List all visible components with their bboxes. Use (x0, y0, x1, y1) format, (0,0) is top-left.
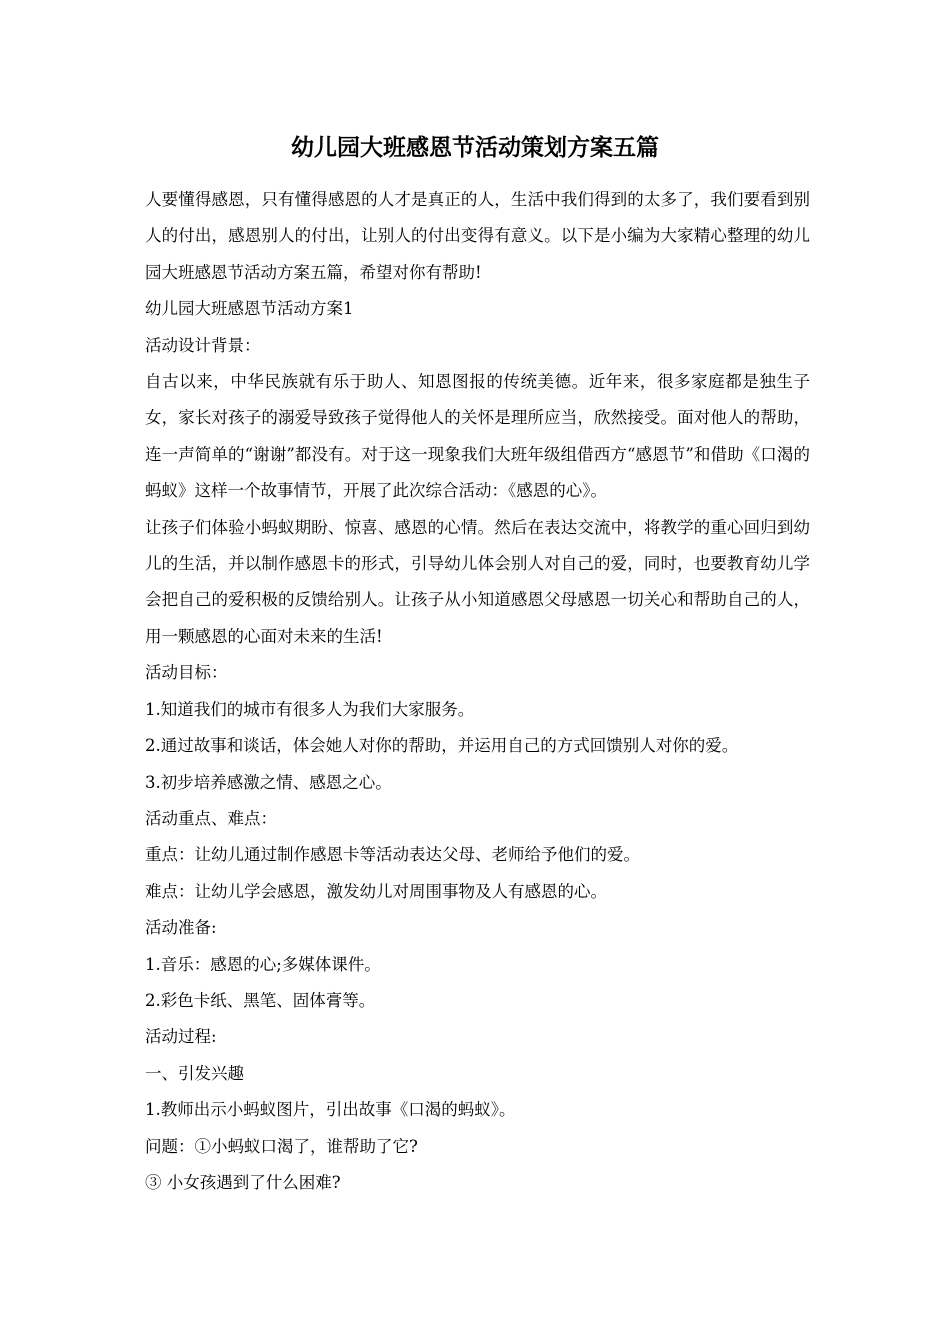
prep-item-2: 2.彩色卡纸、黑笔、固体膏等。 (145, 990, 376, 1010)
goal-item-2: 2.通过故事和谈话，体会她人对你的帮助，并运用自己的方式回馈别人对你的爱。 (145, 736, 739, 756)
keypoint-text: 重点：让幼儿通过制作感恩卡等活动表达父母、老师给予他们的爱。 (145, 845, 640, 865)
step-item-1: 1.教师出示小蚂蚁图片，引出故事《口渴的蚂蚁》。 (145, 1100, 516, 1120)
difficulty-text: 难点：让幼儿学会感恩，激发幼儿对周围事物及人有感恩的心。 (145, 881, 607, 901)
background-paragraph-2: 让孩子们体验小蚂蚁期盼、惊喜、感恩的心情。然后在表达交流中，将教学的重心回归到幼儿的生活，并以制作感恩卡的形式，引导幼儿体会别人对自己的爱，同时，也要教育幼儿学会把自己的爱积极的反馈给别人。让孩子从小知道感恩父母感恩一切关心和帮助自己的人，用一颗感恩的心面对未来的生活! (145, 517, 810, 646)
document-body (145, 182, 810, 1201)
goal-item-1: 1.知道我们的城市有很多人为我们大家服务。 (145, 699, 475, 719)
document-title: 幼儿园大班感恩节活动策划方案五篇 (291, 134, 659, 161)
section-heading-background: 活动设计背景： (145, 335, 261, 355)
question-3: ③ 小女孩遇到了什么困难? (145, 1172, 341, 1192)
section-heading-process: 活动过程: (145, 1027, 217, 1047)
question-1: 问题：①小蚂蚁口渴了，谁帮助了它? (145, 1136, 418, 1156)
section-heading-preparation: 活动准备: (145, 918, 217, 938)
prep-item-1: 1.音乐：感恩的心;多媒体课件。 (145, 954, 381, 974)
plan-heading: 幼儿园大班感恩节活动方案1 (145, 299, 354, 319)
step-heading-1: 一、引发兴趣 (145, 1063, 244, 1083)
section-heading-goals: 活动目标： (145, 663, 228, 683)
intro-paragraph: 人要懂得感恩，只有懂得感恩的人才是真正的人，生活中我们得到的太多了，我们要看到别人的付出，感恩别人的付出，让别人的付出变得有意义。以下是小编为大家精心整理的幼儿园大班感恩节活动方案五篇，希望对你有帮助! (145, 190, 810, 282)
background-paragraph-1: 自古以来，中华民族就有乐于助人、知恩图报的传统美德。近年来，很多家庭都是独生子女，家长对孩子的溺爱导致孩子觉得他人的关怀是理所应当，欣然接受。面对他人的帮助，连一声简单的“谢谢”都没有。对于这一现象我们大班年级组借西方“感恩节”和借助《口渴的蚂蚁》这样一个故事情节，开展了此次综合活动：《感恩的心》。 (145, 372, 810, 501)
goal-item-3: 3.初步培养感激之情、感恩之心。 (145, 772, 392, 792)
section-heading-keypoints: 活动重点、难点： (145, 808, 277, 828)
